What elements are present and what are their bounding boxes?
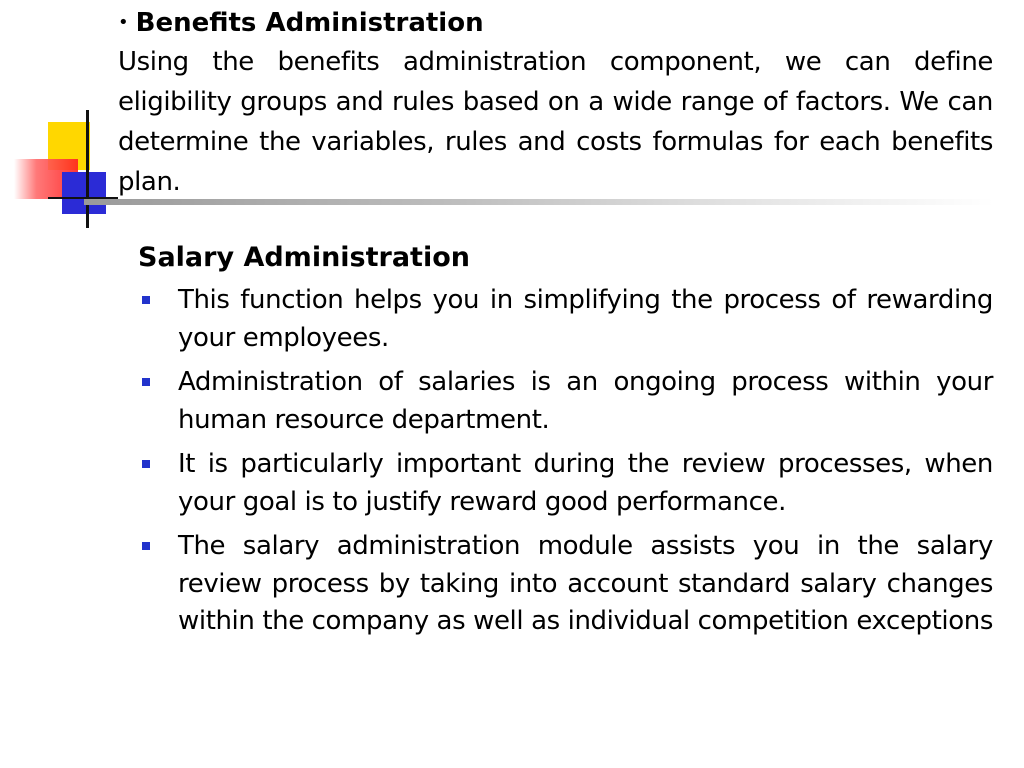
benefits-heading-text: Benefits Administration bbox=[135, 8, 484, 38]
square-bullet-icon bbox=[142, 460, 150, 468]
benefits-paragraph: Using the benefits administration component, we can define eligibility groups and rules based on a wide range of factors. We can determine the variables, rules and costs formulas for each benefits plan. bbox=[118, 47, 993, 197]
list-item bbox=[138, 446, 993, 521]
square-bullet-icon bbox=[142, 542, 150, 550]
salary-section bbox=[138, 238, 993, 648]
benefits-heading bbox=[118, 4, 993, 42]
list-item-text: Administration of salaries is an ongoing process within your human resource department. bbox=[178, 367, 993, 435]
benefits-section bbox=[118, 4, 993, 202]
list-item bbox=[138, 364, 993, 439]
salary-bullet-list bbox=[138, 282, 993, 641]
logo-vertical-line bbox=[86, 110, 89, 228]
square-bullet-icon bbox=[142, 378, 150, 386]
salary-heading: Salary Administration bbox=[138, 242, 470, 273]
list-item bbox=[138, 528, 993, 641]
logo-blue-square bbox=[62, 172, 106, 214]
list-item-text: The salary administration module assists you in the salary review process by taking into account standard salary changes within the company as well as individual competition exceptions bbox=[178, 531, 993, 636]
square-bullet-icon bbox=[142, 296, 150, 304]
decorative-logo bbox=[10, 108, 130, 230]
bullet-dot-icon: • bbox=[118, 12, 129, 33]
list-item-text: This function helps you in simplifying the process of rewarding your employees. bbox=[178, 285, 993, 353]
list-item-text: It is particularly important during the review processes, when your goal is to justify reward good performance. bbox=[178, 449, 993, 517]
list-item bbox=[138, 282, 993, 357]
